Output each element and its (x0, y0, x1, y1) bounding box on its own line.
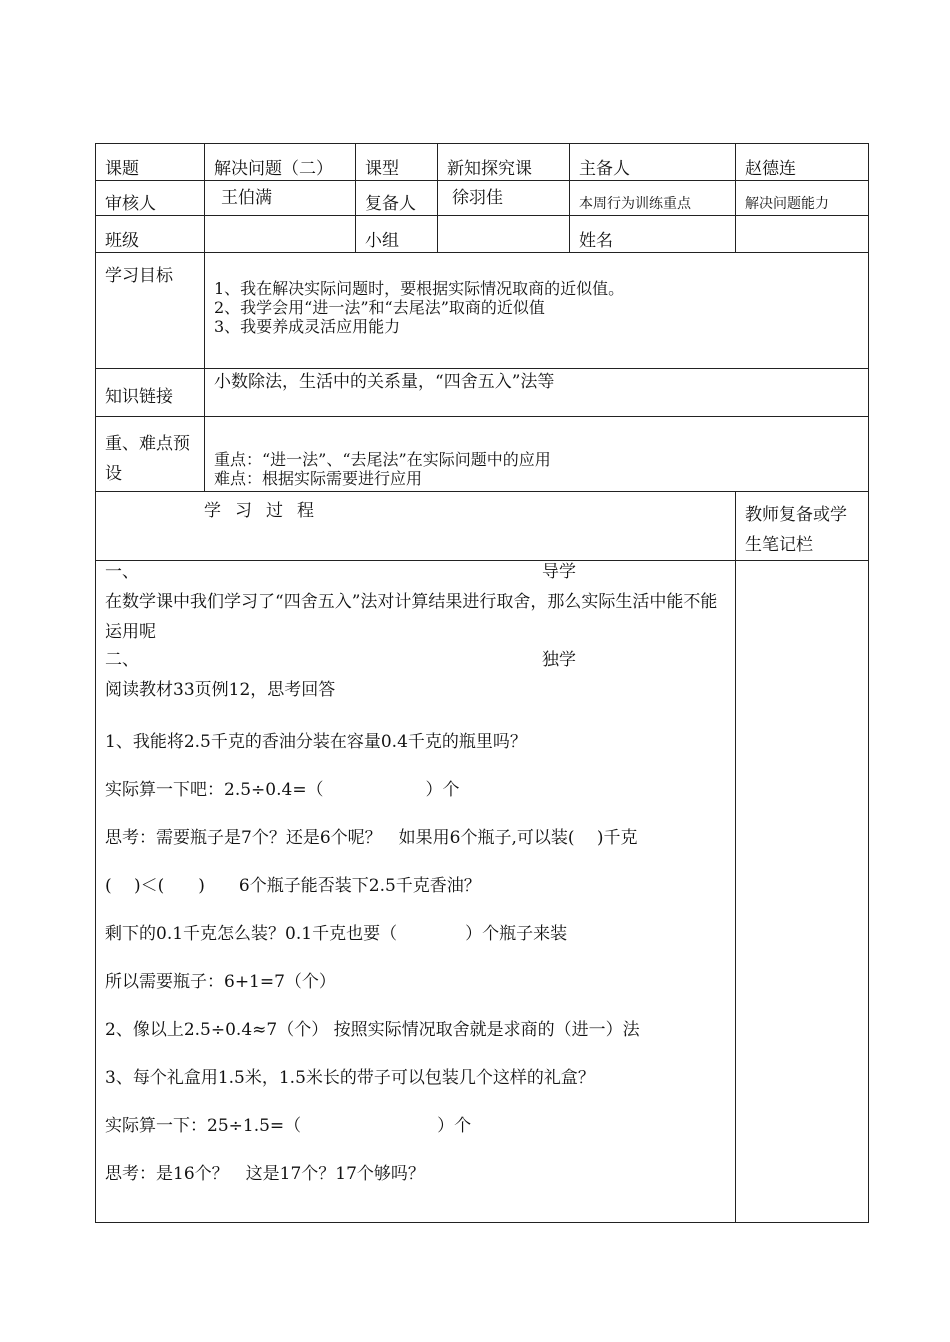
process-body-row (96, 561, 869, 1223)
group-value (438, 216, 570, 253)
goals-label: 学习目标 (96, 253, 205, 369)
topic-label: 课题 (96, 144, 205, 181)
weekly-focus-value: 解决问题能力 (736, 181, 869, 216)
question-line-10: 思考：是16个？ 这是17个？17个够吗？ (105, 1164, 425, 1184)
lesson-plan-sheet (95, 143, 868, 1223)
keypoints-label: 重、难点预设 (96, 417, 205, 492)
header-row-2 (96, 181, 869, 216)
intro-paragraph: 在数学课中我们学习了“四舍五入”法对计算结果进行取舍，那么实际生活中能不能运用呢 (105, 592, 718, 642)
goal-line-3: 3、我要养成灵活应用能力 (214, 317, 401, 336)
keypoints-row (96, 417, 869, 492)
goals-row (96, 253, 869, 369)
question-line-1: 1、我能将2.5千克的香油分装在容量0.4千克的瓶里吗？ (105, 732, 527, 752)
reading-instruction: 阅读教材33页例12，思考回答 (105, 680, 336, 700)
lesson-type-value: 新知探究课 (438, 144, 570, 181)
section-1-title: 导学 (542, 562, 576, 582)
notes-column-title: 教师复备或学生笔记栏 (736, 492, 869, 561)
question-line-9: 实际算一下：25÷1.5=（ ）个 (105, 1116, 472, 1136)
header-row-1 (96, 144, 869, 181)
keypoint-line-1: 重点：“进一法”、“去尾法”在实际问题中的应用 (214, 450, 551, 469)
class-value (205, 216, 356, 253)
lesson-type-label: 课型 (356, 144, 438, 181)
topic-value: 解决问题（二） (205, 144, 356, 181)
header-row-3 (96, 216, 869, 253)
name-value (736, 216, 869, 253)
lesson-plan-table (95, 143, 869, 1223)
learning-process-title: 学习过程 (96, 492, 736, 561)
question-line-3: 思考：需要瓶子是7个？还是6个呢？ 如果用6个瓶子,可以装( )千克 (105, 828, 638, 848)
question-line-7: 2、像以上2.5÷0.4≈7（个） 按照实际情况取舍就是求商的（进一）法 (105, 1020, 640, 1040)
keypoint-line-2: 难点：根据实际需要进行应用 (214, 469, 423, 488)
section-1-number: 一、 (105, 562, 139, 582)
name-label: 姓名 (570, 216, 736, 253)
class-label: 班级 (96, 216, 205, 253)
section-2-number: 二、 (105, 650, 139, 670)
question-line-4: ( )＜( ) 6个瓶子能否装下2.5千克香油？ (105, 876, 481, 896)
keypoints-content (205, 417, 869, 492)
co-preparer-label: 复备人 (356, 181, 438, 216)
question-line-6: 所以需要瓶子：6+1=7（个） (105, 972, 336, 992)
goals-content (205, 253, 869, 369)
section-2-title: 独学 (542, 650, 576, 670)
weekly-focus-label: 本周行为训练重点 (570, 181, 736, 216)
goal-line-1: 1、我在解决实际问题时，要根据实际情况取商的近似值。 (214, 279, 625, 298)
main-preparer-label: 主备人 (570, 144, 736, 181)
process-header-row (96, 492, 869, 561)
reviewer-label: 审核人 (96, 181, 205, 216)
group-label: 小组 (356, 216, 438, 253)
knowledge-label: 知识链接 (96, 369, 205, 417)
learning-process-content (96, 561, 736, 1223)
question-line-5: 剩下的0.1千克怎么装？0.1千克也要（ ）个瓶子来装 (105, 924, 568, 944)
knowledge-content: 小数除法，生活中的关系量，“四舍五入”法等 (205, 369, 869, 417)
question-line-8: 3、每个礼盒用1.5米，1.5米长的带子可以包装几个这样的礼盒？ (105, 1068, 595, 1088)
main-preparer-value: 赵德连 (736, 144, 869, 181)
section-1-header (105, 561, 726, 583)
goal-line-2: 2、我学会用“进一法”和“去尾法”取商的近似值 (214, 298, 545, 317)
knowledge-row (96, 369, 869, 417)
question-line-2: 实际算一下吧：2.5÷0.4=（ ）个 (105, 780, 460, 800)
co-preparer-value: 徐羽佳 (438, 181, 570, 216)
reviewer-value: 王伯满 (205, 181, 356, 216)
notes-column (736, 561, 869, 1223)
section-2-header (105, 649, 726, 671)
